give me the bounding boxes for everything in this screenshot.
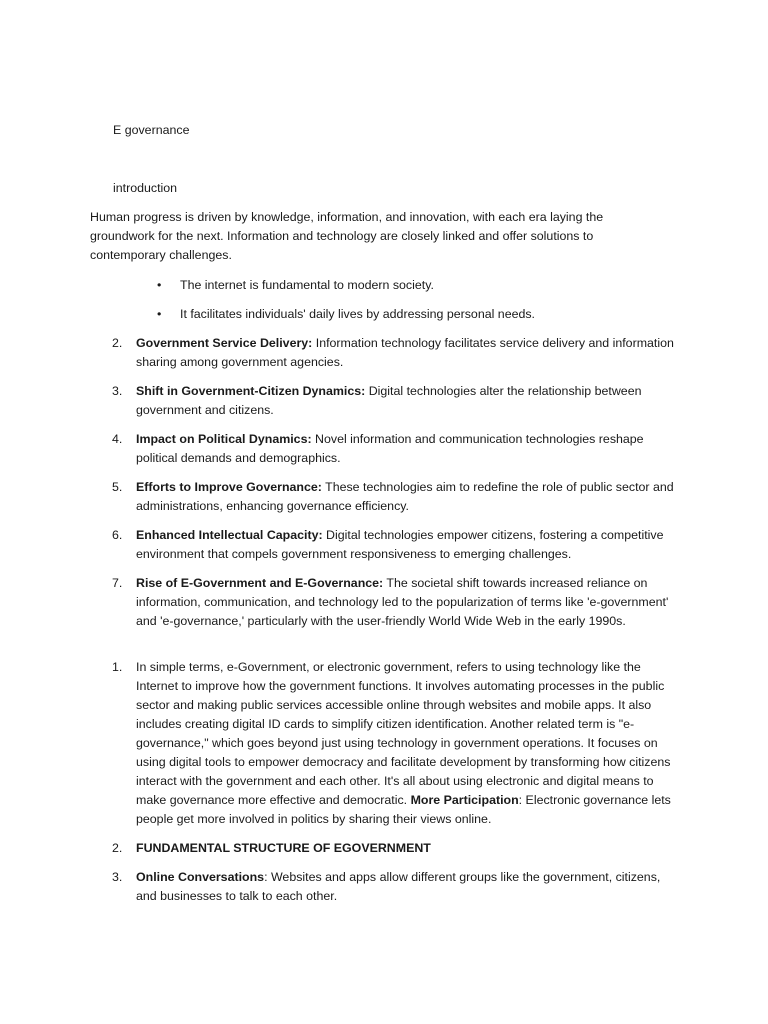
- list-number: 3.: [112, 384, 123, 398]
- bullet-text: It facilitates individuals' daily lives by addressing personal needs.: [180, 307, 536, 321]
- bullet-list: [157, 276, 657, 334]
- list-number: 6.: [112, 528, 123, 542]
- list-number: 3.: [112, 870, 123, 884]
- list-item-text: Information technology facilitates service delivery and information sharing among government agencies.: [136, 336, 674, 369]
- list-item-heading: Shift in Government-Citizen Dynamics:: [136, 384, 366, 398]
- list-item-heading: Impact on Political Dynamics:: [136, 432, 312, 446]
- list-item-text: : Electronic governance lets people get more involved in politics by sharing their views online.: [136, 793, 671, 826]
- list-item: [112, 658, 682, 829]
- bullet-item: [157, 305, 657, 324]
- numbered-list-primary: [112, 334, 682, 641]
- list-item-text: Digital technologies alter the relationship between government and citizens.: [136, 384, 642, 417]
- list-item-heading: FUNDAMENTAL STRUCTURE OF EGOVERNMENT: [136, 841, 431, 855]
- list-item-heading: Government Service Delivery:: [136, 336, 313, 350]
- list-item-text: The societal shift towards increased reliance on information, communication, and technology led to the popularization of terms like 'e-government' and 'e-governance,' particularly with the user-friendly World Wide Web in the early 1990s.: [136, 576, 669, 628]
- list-item: [112, 334, 682, 372]
- list-number: 5.: [112, 480, 123, 494]
- list-item-heading: More Participation: [410, 793, 519, 807]
- numbered-list-secondary: [112, 658, 682, 916]
- document-title: E governance: [113, 123, 190, 137]
- bullet-marker: •: [157, 278, 162, 292]
- list-item: [112, 382, 682, 420]
- list-item-heading: Online Conversations: [136, 870, 265, 884]
- list-number: 2.: [112, 841, 123, 855]
- intro-paragraph: Human progress is driven by knowledge, information, and innovation, with each era laying the groundwork for the next. Information and technology are closely linked and offer solutions to contemporary challenges.: [90, 210, 604, 262]
- list-item-heading: Rise of E-Government and E-Governance:: [136, 576, 384, 590]
- list-item: [112, 526, 682, 564]
- bullet-item: [157, 276, 657, 295]
- list-item: [112, 430, 682, 468]
- list-item-heading: Efforts to Improve Governance:: [136, 480, 322, 494]
- list-number: 1.: [112, 660, 123, 674]
- list-item-text: : Websites and apps allow different groups like the government, citizens, and businesses to talk to each other.: [136, 870, 661, 903]
- list-item-text: These technologies aim to redefine the role of public sector and administrations, enhancing governance efficiency.: [136, 480, 674, 513]
- list-item: [112, 478, 682, 516]
- bullet-text: The internet is fundamental to modern society.: [180, 278, 434, 292]
- list-item-text: Digital technologies empower citizens, fostering a competitive environment that compels government responsiveness to emerging challenges.: [136, 528, 664, 561]
- list-number: 4.: [112, 432, 123, 446]
- list-number: 7.: [112, 576, 123, 590]
- bullet-marker: •: [157, 307, 162, 321]
- list-item: [112, 574, 682, 631]
- list-item-text: Novel information and communication technologies reshape political demands and demographics.: [136, 432, 644, 465]
- list-item-heading: Enhanced Intellectual Capacity:: [136, 528, 323, 542]
- list-item: [112, 839, 682, 858]
- list-number: 2.: [112, 336, 123, 350]
- list-item: [112, 868, 682, 906]
- list-item-body: In simple terms, e-Government, or electronic government, refers to using technology like the Internet to improve how the government functions. It involves automating processes in the public sector and making public services accessible online through websites and mobile apps. It also includes creating digital ID cards to simplify citizen identification. Another related term is "e-governance," which goes beyond just using technology in government operations. It focuses on using digital tools to empower democracy and facilitate development by transforming how citizens interact with the government and each other. It's all about using electronic and digital means to make governance more effective and democratic.: [136, 660, 671, 807]
- section-heading: introduction: [113, 181, 178, 195]
